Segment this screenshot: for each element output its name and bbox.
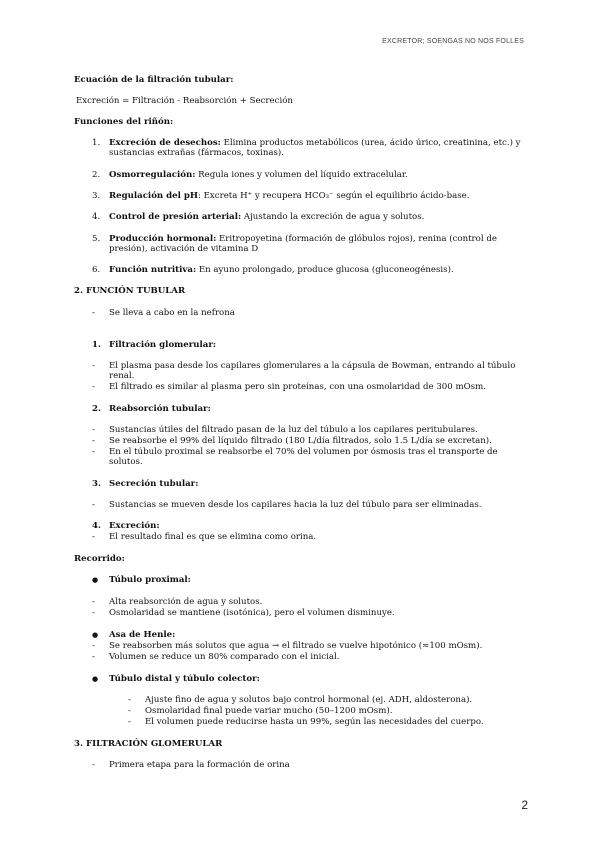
item-label: Excreción de desechos: <box>109 138 221 148</box>
dash-marker: - <box>92 652 95 662</box>
bullet-dot: ● <box>92 631 99 639</box>
item-label: Regulación del pH <box>109 191 199 201</box>
bullet-text: Sustancias útiles del filtrado pasan de la luz del túbulo a los capilares peritubulares. <box>109 425 478 435</box>
item-label: Producción hormonal: <box>109 234 217 244</box>
step-number: 2. <box>92 404 101 414</box>
page-number: 2 <box>521 798 528 812</box>
list-number: 1. <box>92 138 101 148</box>
bullet-text: Osmolaridad se mantiene (isotónica), pero el volumen disminuye. <box>109 608 395 618</box>
list-item <box>109 265 454 276</box>
bullet-text: El resultado final es que se elimina como orina. <box>109 532 317 542</box>
dash-marker: - <box>92 532 95 542</box>
step-number: 4. <box>92 521 101 531</box>
bullet-text: Ajuste fino de agua y solutos bajo control hormonal (ej. ADH, aldosterona). <box>145 695 473 705</box>
bullet-text: Se reabsorben más solutos que agua → el filtrado se vuelve hipotónico (≈100 mOsm). <box>109 641 483 651</box>
item-text: En ayuno prolongado, produce glucosa (gluconeogénesis). <box>196 265 454 275</box>
dash-marker: - <box>128 706 131 716</box>
step-number: 1. <box>92 340 101 350</box>
item-label: Osmorregulación: <box>109 170 196 180</box>
route-heading: Recorrido: <box>74 554 125 564</box>
equation-text: Excreción = Filtración - Reabsorción + Secreción <box>76 96 293 106</box>
bullet-text: El filtrado es similar al plasma pero sin proteínas, con una osmolaridad de 300 mOsm. <box>109 382 486 392</box>
bullet-text: El plasma pasa desde los capilares glomerulares a la cápsula de Bowman, entrando al túbulo <box>109 361 516 371</box>
bullet-text: Osmolaridad final puede variar mucho (50–1200 mOsm). <box>145 706 393 716</box>
bullet-text: renal. <box>109 371 135 381</box>
section-intro: Se lleva a cabo en la nefrona <box>109 308 235 318</box>
list-number: 5. <box>92 234 101 244</box>
list-number: 4. <box>92 212 101 222</box>
dash-marker: - <box>92 436 95 446</box>
bullet-dot: ● <box>92 675 99 683</box>
step-title: Filtración glomerular: <box>109 340 217 350</box>
item-text: Eritropoyetina (formación de glóbulos rojos), renina (control de <box>216 234 497 244</box>
bullet-text: Volumen se reduce un 80% comparado con el inicial. <box>109 652 340 662</box>
item-text-cont: sustancias extrañas (fármacos, toxinas). <box>109 148 284 158</box>
item-text: Ajustando la excreción de agua y solutos. <box>241 212 425 222</box>
item-text-cont: presión), activación de vitamina D <box>109 244 259 254</box>
list-number: 6. <box>92 265 101 275</box>
dash-marker: - <box>92 608 95 618</box>
item-text: Elimina productos metabólicos (urea, ácido úrico, creatinina, etc.) y <box>220 138 521 148</box>
dash-marker: - <box>92 447 95 457</box>
dash-marker: - <box>92 597 95 607</box>
list-item <box>109 191 469 202</box>
dash-marker: - <box>92 425 95 435</box>
dash-marker: - <box>92 308 95 318</box>
item-label: Función nutritiva: <box>109 265 197 275</box>
item-label: Control de presión arterial: <box>109 212 242 222</box>
item-text: : Excreta H⁺ y recupera HCO₃⁻ según el equilibrio ácido-base. <box>198 191 470 201</box>
equation-heading: Ecuación de la filtración tubular: <box>74 75 234 85</box>
bullet-text: El volumen puede reducirse hasta un 99%, según las necesidades del cuerpo. <box>145 717 484 727</box>
step-number: 3. <box>92 479 101 489</box>
dash-marker: - <box>92 382 95 392</box>
step-title: Excreción: <box>109 521 160 531</box>
step-title: Secreción tubular: <box>109 479 199 489</box>
section-heading: 3. FILTRACIÓN GLOMERULAR <box>74 739 223 749</box>
bullet-text: Se reabsorbe el 99% del líquido filtrado (180 L/día filtrados, solo 1.5 L/día se excretan). <box>109 436 492 446</box>
item-text: Regula iones y volumen del líquido extracelular. <box>195 170 408 180</box>
bullet-text: En el túbulo proximal se reabsorbe el 70% del volumen por ósmosis tras el transporte de <box>109 447 498 457</box>
dash-marker: - <box>92 361 95 371</box>
bullet-text: Sustancias se mueven desde los capilares hacia la luz del túbulo para ser eliminadas. <box>109 500 482 510</box>
dash-marker: - <box>128 717 131 727</box>
route-title: Asa de Henle: <box>109 630 176 640</box>
functions-heading: Funciones del riñón: <box>74 117 174 127</box>
section-heading: 2. FUNCIÓN TUBULAR <box>74 286 186 296</box>
bullet-text: solutos. <box>109 457 143 467</box>
list-item <box>109 234 497 245</box>
list-item <box>109 170 408 181</box>
list-item <box>109 212 424 223</box>
dash-marker: - <box>92 760 95 770</box>
bullet-dot: ● <box>92 576 99 584</box>
list-number: 2. <box>92 170 101 180</box>
bullet-text: Primera etapa para la formación de orina <box>109 760 290 770</box>
step-title: Reabsorción tubular: <box>109 404 211 414</box>
list-number: 3. <box>92 191 101 201</box>
dash-marker: - <box>92 641 95 651</box>
running-header: EXCRETOR; SOENGAS NO NOS FOLLES <box>382 38 524 45</box>
dash-marker: - <box>92 500 95 510</box>
route-title: Túbulo proximal: <box>109 575 191 585</box>
list-item <box>109 138 521 149</box>
bullet-text: Alta reabsorción de agua y solutos. <box>109 597 263 607</box>
dash-marker: - <box>128 695 131 705</box>
route-title: Túbulo distal y túbulo colector: <box>109 674 260 684</box>
